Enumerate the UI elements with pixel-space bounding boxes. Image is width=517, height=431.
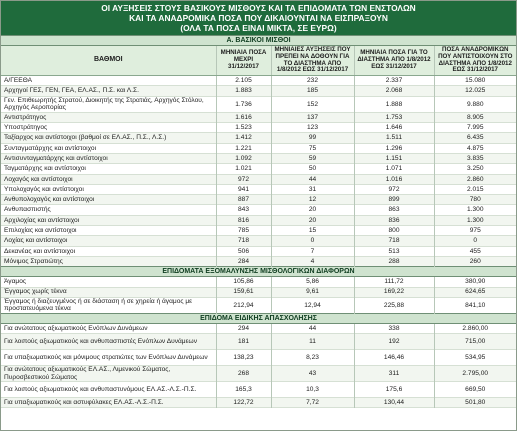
- value-cell: 975: [469, 226, 481, 234]
- value-cell: 7: [271, 246, 354, 256]
- value-cell: 1.071: [354, 164, 434, 174]
- table-row: [1, 164, 516, 174]
- value-cell: 12,94: [271, 297, 354, 313]
- value-cell: 2.068: [354, 86, 434, 96]
- rank-label: Έγγαμος χωρίς τέκνα: [1, 287, 216, 297]
- value-cell: 181: [216, 334, 271, 350]
- table-row: [1, 256, 516, 266]
- rank-label: Αντισυνταγματάρχης και αντίστοιχοι: [1, 153, 216, 163]
- value-cell: 1.296: [354, 143, 434, 153]
- value-cell: 1.151: [354, 153, 434, 163]
- table-row: [1, 174, 516, 184]
- rank-label: Επιλοχίας και αντίστοιχοι: [1, 226, 216, 236]
- value-cell: 0: [271, 236, 354, 246]
- value-cell: 165,3: [216, 382, 271, 398]
- value-cell: 59: [271, 153, 354, 163]
- table-row: [1, 96, 516, 112]
- value-cell: 288: [354, 256, 434, 266]
- rank-label: Άγαμος: [1, 277, 216, 287]
- value-cell: 1.523: [216, 123, 271, 133]
- value-cell: 15: [271, 226, 354, 236]
- value-cell: 4: [271, 256, 354, 266]
- value-cell: 130,44: [354, 398, 434, 408]
- value-cell: 138,23: [216, 350, 271, 366]
- value-cell: 9,61: [271, 287, 354, 297]
- title-line-2: ΚΑΙ ΤΑ ΑΝΑΔΡΟΜΙΚΑ ΠΟΣΑ ΠΟΥ ΔΙΚΑΙΟΥΝΤΑΙ ΝΑ ΕΙΣΠΡΑΞΟΥΝ: [129, 13, 388, 23]
- table-row: [1, 205, 516, 215]
- rank-label: Για ανώτατους αξιωματικούς Ενόπλων Δυνάμεων: [1, 323, 216, 333]
- rank-label: Γεν. Επιθεωρητής Στρατού, Διοικητής της Στρατιάς, Αρχηγός Στόλου, Αρχηγός Αεροπορίας: [1, 96, 216, 112]
- value-cell: 2.337: [354, 76, 434, 86]
- value-cell: 506: [216, 246, 271, 256]
- title-line-3: (ΟΛΑ ΤΑ ΠΟΣΑ ΕΙΝΑΙ ΜΙΚΤΑ, ΣΕ ΕΥΡΩ): [180, 23, 337, 33]
- rank-label: Για υπαξιωματικούς και αστυφύλακες ΕΛ.ΑΣ.-Λ.Σ.-Π.Σ.: [1, 398, 216, 408]
- value-cell: 111,72: [354, 277, 434, 287]
- value-cell: 501,80: [434, 398, 516, 408]
- value-cell: 941: [216, 184, 271, 194]
- value-cell: 843: [216, 205, 271, 215]
- value-cell: 715,00: [434, 334, 516, 350]
- rank-label: Λοχαγός και αντίστοιχοι: [1, 174, 216, 184]
- value-cell: 185: [271, 86, 354, 96]
- value-cell: 4.875: [467, 144, 484, 152]
- value-cell: 225,88: [354, 297, 434, 313]
- column-headers: [1, 46, 516, 76]
- table-row: [1, 153, 516, 163]
- value-cell: 887: [216, 195, 271, 205]
- rank-label: Για υπαξιωματικούς και μόνιμους στρατιώτες των Ενόπλων Δυνάμεων: [1, 350, 216, 366]
- value-cell: 1.092: [216, 153, 271, 163]
- value-cell: 780: [434, 195, 516, 205]
- value-cell: 44: [271, 323, 354, 333]
- value-cell: 152: [271, 96, 354, 112]
- value-cell: 15.080: [465, 77, 486, 85]
- value-cell: 50: [271, 164, 354, 174]
- value-cell: 863: [354, 205, 434, 215]
- value-cell: 534,95: [465, 353, 486, 361]
- value-cell: 785: [216, 226, 271, 236]
- value-cell: 899: [354, 195, 434, 205]
- rank-label: Ανθυπολοχαγός και αντίστοιχοι: [1, 195, 216, 205]
- table-row: [1, 323, 516, 333]
- table-row: [1, 86, 516, 96]
- table-row: [1, 246, 516, 256]
- table-row: [1, 350, 516, 366]
- value-cell: 311: [354, 366, 434, 382]
- value-cell: 123: [271, 123, 354, 133]
- rank-label: Υποστράτηγος: [1, 123, 216, 133]
- section-title: ΕΠΙΔΟΜΑΤΑ ΕΞΟΜΑΛΥΝΣΗΣ ΜΙΣΘΟΛΟΓΙΚΩΝ ΔΙΑΦΟΡΩΝ: [1, 267, 516, 277]
- value-cell: 836: [354, 215, 434, 225]
- rank-label: Αρχιλοχίας και αντίστοιχοι: [1, 215, 216, 225]
- value-cell: 212,94: [216, 297, 271, 313]
- table-title: [1, 1, 516, 35]
- rank-label: Α/ΓΕΕΘΑ: [1, 76, 216, 86]
- value-cell: 8.905: [434, 112, 516, 122]
- section-title: Α. ΒΑΣΙΚΟΙ ΜΙΣΘΟΙ: [1, 36, 516, 46]
- header-ranks: ΒΑΘΜΟΙ: [1, 46, 216, 76]
- value-cell: 122,72: [216, 398, 271, 408]
- value-cell: 1.511: [354, 133, 434, 143]
- table-row: [1, 195, 516, 205]
- value-cell: 9.880: [467, 100, 484, 108]
- value-cell: 380,90: [465, 278, 486, 286]
- section-equalization-allowances: [1, 267, 516, 277]
- value-cell: 294: [216, 323, 271, 333]
- value-cell: 3.835: [434, 153, 516, 163]
- table-row: [1, 236, 516, 246]
- value-cell: 1.412: [216, 133, 271, 143]
- value-cell: 268: [216, 366, 271, 382]
- table-row: [1, 133, 516, 143]
- value-cell: 3.250: [467, 165, 484, 173]
- value-cell: 718: [354, 236, 434, 246]
- value-cell: 105,86: [216, 277, 271, 287]
- value-cell: 75: [271, 143, 354, 153]
- value-cell: 0: [434, 236, 516, 246]
- table-row: [1, 226, 516, 236]
- value-cell: 1.888: [354, 96, 434, 112]
- value-cell: 2.105: [216, 76, 271, 86]
- rank-label: Αρχηγοί ΓΕΣ, ΓΕΝ, ΓΕΑ, ΕΛ.ΑΣ., Π.Σ. και Λ.Σ.: [1, 86, 216, 96]
- value-cell: 43: [271, 366, 354, 382]
- value-cell: 1.221: [216, 143, 271, 153]
- value-cell: 972: [216, 174, 271, 184]
- value-cell: 284: [216, 256, 271, 266]
- value-cell: 7.995: [467, 124, 484, 132]
- rank-label: Αντιστράτηγος: [1, 112, 216, 122]
- value-cell: 12.025: [434, 86, 516, 96]
- section-basic-salaries: [1, 36, 516, 46]
- value-cell: 169,22: [354, 287, 434, 297]
- title-line-1: ΟΙ ΑΥΞΗΣΕΙΣ ΣΤΟΥΣ ΒΑΣΙΚΟΥΣ ΜΙΣΘΟΥΣ ΚΑΙ ΤΑ ΕΠΙΔΟΜΑΤΑ ΤΩΝ ΕΝΣΤΟΛΩΝ: [101, 3, 416, 13]
- section-title: ΕΠΙΔΟΜΑ ΕΙΔΙΚΗΣ ΑΠΑΣΧΟΛΗΣΗΣ: [1, 313, 516, 323]
- value-cell: 718: [216, 236, 271, 246]
- value-cell: 1.300: [434, 215, 516, 225]
- rank-label: Συνταγματάρχης και αντίστοιχοι: [1, 143, 216, 153]
- header-monthly-period: ΜΗΝΙΑΙΑ ΠΟΣΑ ΓΙΑ ΤΟ ΔΙΑΣΤΗΜΑ ΑΠΟ 1/8/2012 ΕΩΣ 31/12/2017: [354, 46, 434, 76]
- section-special-employment-allowance: [1, 313, 516, 323]
- value-cell: 841,10: [465, 301, 486, 309]
- rank-label: Λοχίας και αντίστοιχοι: [1, 236, 216, 246]
- table-row: [1, 366, 516, 382]
- value-cell: 159,61: [216, 287, 271, 297]
- value-cell: 1.883: [216, 86, 271, 96]
- value-cell: 2.795,00: [434, 366, 516, 382]
- value-cell: 1.021: [216, 164, 271, 174]
- value-cell: 1.300: [467, 206, 484, 214]
- value-cell: 2.860: [434, 174, 516, 184]
- value-cell: 8,23: [271, 350, 354, 366]
- value-cell: 2.015: [467, 185, 484, 193]
- value-cell: 20: [271, 205, 354, 215]
- value-cell: 1.016: [354, 174, 434, 184]
- value-cell: 44: [271, 174, 354, 184]
- value-cell: 972: [354, 184, 434, 194]
- table-row: [1, 123, 516, 133]
- value-cell: 232: [271, 76, 354, 86]
- value-cell: 455: [469, 247, 481, 255]
- table-row: [1, 287, 516, 297]
- rank-label: Για λοιπούς αξιωματικούς και ανθυπασπιστές Ενόπλων Δυνάμεων: [1, 334, 216, 350]
- value-cell: 1.753: [354, 112, 434, 122]
- value-cell: 2.860,00: [462, 324, 489, 332]
- value-cell: 146,46: [354, 350, 434, 366]
- value-cell: 11: [271, 334, 354, 350]
- value-cell: 624,65: [434, 287, 516, 297]
- value-cell: 99: [271, 133, 354, 143]
- rank-label: Ταξίαρχος και αντίστοιχοι (βαθμοί σε ΕΛ.ΑΣ., Π.Σ., Λ.Σ.): [1, 133, 216, 143]
- table-row: [1, 143, 516, 153]
- rank-label: Μόνιμος Στρατιώτης: [1, 256, 216, 266]
- rank-label: Ταγματάρχης και αντίστοιχοι: [1, 164, 216, 174]
- value-cell: 6.435: [434, 133, 516, 143]
- value-cell: 800: [354, 226, 434, 236]
- table-row: [1, 277, 516, 287]
- value-cell: 175,6: [354, 382, 434, 398]
- value-cell: 1.736: [216, 96, 271, 112]
- table-row: [1, 76, 516, 86]
- value-cell: 1.646: [354, 123, 434, 133]
- rank-label: Δεκανέας και αντίστοιχοι: [1, 246, 216, 256]
- value-cell: 5,86: [271, 277, 354, 287]
- rank-label: Υπολοχαγός και αντίστοιχοι: [1, 184, 216, 194]
- value-cell: 7,72: [271, 398, 354, 408]
- value-cell: 10,3: [271, 382, 354, 398]
- table-row: [1, 334, 516, 350]
- value-cell: 137: [271, 112, 354, 122]
- header-monthly-raises: ΜΗΝΙΑΙΕΣ ΑΥΞΗΣΕΙΣ ΠΟΥ ΠΡΕΠΕΙ ΝΑ ΔΟΘΟΥΝ ΓΙΑ ΤΟ ΔΙΑΣΤΗΜΑ ΑΠΟ 1/8/2012 ΕΩΣ 31/12/2017: [271, 46, 354, 76]
- value-cell: 31: [271, 184, 354, 194]
- rank-label: Για λοιπούς αξιωματικούς και ανθυπαστυνόμους ΕΛ.ΑΣ.-Λ.Σ.-Π.Σ.: [1, 382, 216, 398]
- table-row: [1, 398, 516, 408]
- value-cell: 669,50: [465, 385, 486, 393]
- value-cell: 1.616: [216, 112, 271, 122]
- value-cell: 20: [271, 215, 354, 225]
- salary-table: [1, 35, 516, 408]
- table-row: [1, 184, 516, 194]
- rank-label: Έγγαμος ή διαζευγμένος ή σε διάσταση ή σε χηρεία ή άγαμος με προστατευόμενα τέκνα: [1, 297, 216, 313]
- value-cell: 12: [271, 195, 354, 205]
- header-retroactive: ΠΟΣΑ ΑΝΑΔΡΟΜΙΚΩΝ ΠΟΥ ΑΝΤΙΣΤΟΙΧΟΥΝ ΣΤΟ ΔΙΑΣΤΗΜΑ ΑΠΟ 1/8/2012 ΕΩΣ 31/12/2017: [434, 46, 516, 76]
- value-cell: 192: [354, 334, 434, 350]
- table-row: [1, 297, 516, 313]
- table-row: [1, 215, 516, 225]
- value-cell: 260: [434, 256, 516, 266]
- rank-label: Ανθυπασπιστής: [1, 205, 216, 215]
- header-monthly-until: ΜΗΝΙΑΙΑ ΠΟΣΑ ΜΕΧΡΙ 31/12/2017: [216, 46, 271, 76]
- value-cell: 338: [354, 323, 434, 333]
- value-cell: 816: [216, 215, 271, 225]
- table-row: [1, 382, 516, 398]
- value-cell: 513: [354, 246, 434, 256]
- rank-label: Για ανώτατους αξιωματικούς ΕΛ.ΑΣ., Λιμενικού Σώματος, Πυροσβεστικού Σώματος: [1, 366, 216, 382]
- table-row: [1, 112, 516, 122]
